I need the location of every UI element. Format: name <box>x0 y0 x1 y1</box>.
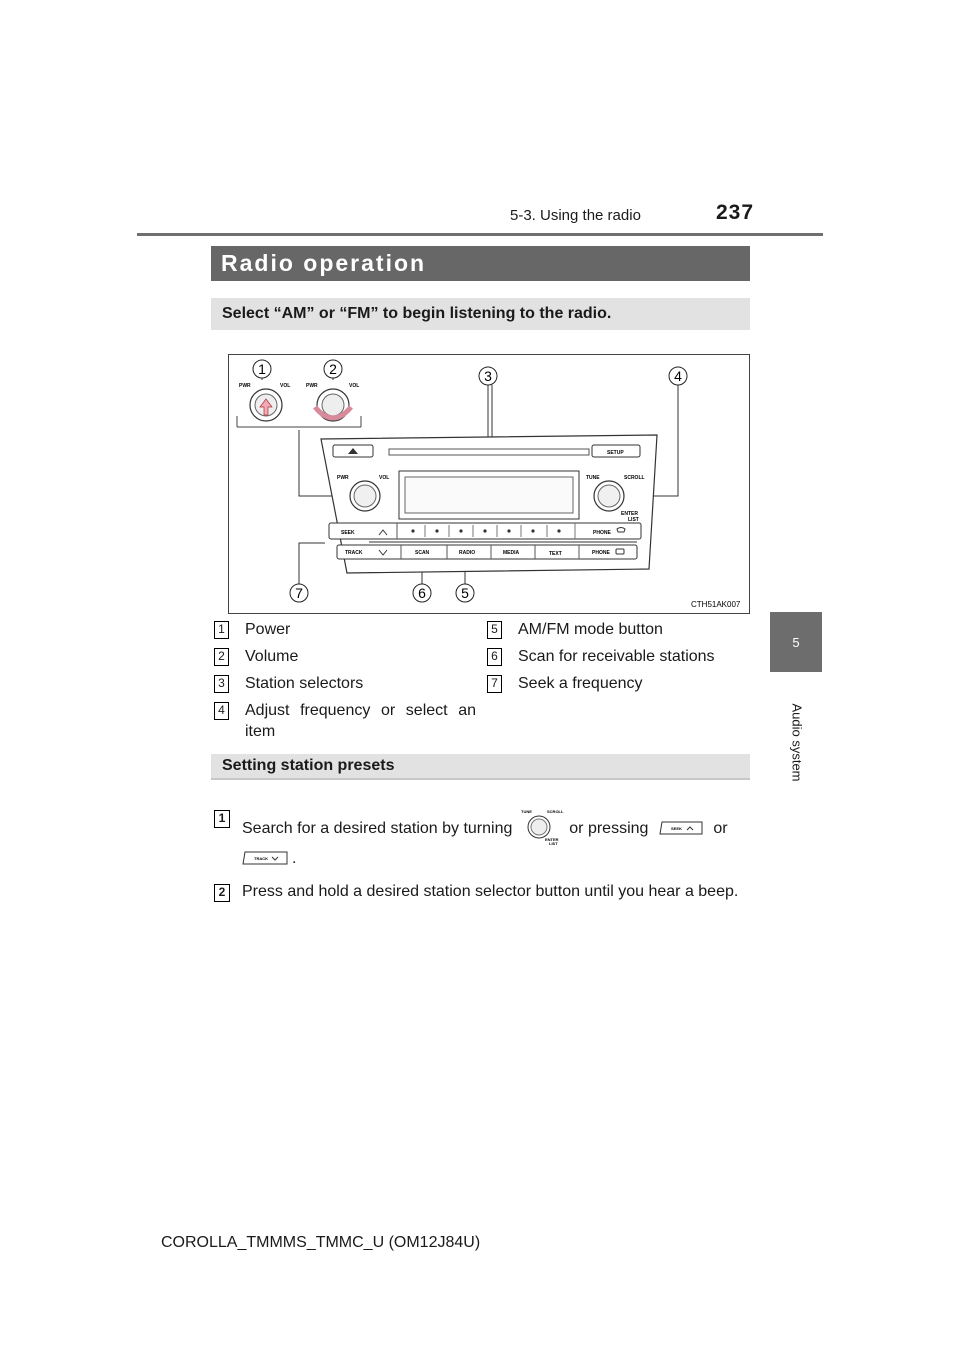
svg-text:ENTER: ENTER <box>544 837 559 842</box>
svg-text:LIST: LIST <box>548 841 558 846</box>
image-code: CTH51AK007 <box>691 600 741 609</box>
phone-label-2: PHONE <box>592 550 610 556</box>
callout-3: 3 <box>484 368 492 384</box>
callout-7: 7 <box>295 585 303 601</box>
radio-label: RADIO <box>459 550 476 556</box>
callout-2: 2 <box>329 361 337 377</box>
legend-item <box>487 646 749 667</box>
page-title-text: Radio operation <box>221 250 427 276</box>
svg-text:TUNE: TUNE <box>520 809 532 814</box>
legend-text: Seek a frequency <box>518 675 643 692</box>
step-1 <box>242 807 748 865</box>
svg-text:TRACK: TRACK <box>254 856 268 861</box>
page-title <box>211 246 750 281</box>
radio-panel <box>321 435 657 573</box>
presets-heading <box>211 754 750 780</box>
phone-label-1: PHONE <box>593 530 611 536</box>
track-label: TRACK <box>345 550 363 556</box>
legend-text: Station selectors <box>245 675 364 692</box>
list-label: LIST <box>628 517 639 523</box>
legend-item <box>214 619 476 640</box>
tune-knob-icon <box>517 807 565 847</box>
radio-diagram <box>228 354 750 614</box>
tune-label: TUNE <box>586 475 600 481</box>
legend-item <box>487 673 749 694</box>
legend-item <box>214 673 476 694</box>
legend-num: 6 <box>487 648 502 666</box>
step-number: 2 <box>214 884 230 902</box>
inset-vol-label-2: VOL <box>349 383 360 389</box>
text-label: TEXT <box>549 551 562 557</box>
legend-text: Power <box>245 621 291 638</box>
legend-num: 5 <box>487 621 502 639</box>
inset-pwr-label-1: PWR <box>239 383 251 389</box>
chapter-title: Audio system <box>789 703 805 782</box>
legend-left <box>214 619 476 742</box>
header-rule <box>137 233 823 236</box>
cd-slot <box>389 449 589 455</box>
setup-label: SETUP <box>607 450 624 456</box>
seek-button-icon <box>659 819 703 833</box>
legend-text: AM/FM mode button <box>518 621 663 638</box>
pwr-label: PWR <box>337 475 349 481</box>
inset-knobs <box>237 383 361 427</box>
step-number: 1 <box>214 810 230 828</box>
callout-1: 1 <box>258 361 266 377</box>
callout-5: 5 <box>461 585 469 601</box>
presets-heading-text: Setting station presets <box>222 757 395 774</box>
footer: COROLLA_TMMMS_TMMC_U (OM12J84U) <box>161 1234 481 1251</box>
intro-text: Select “AM” or “FM” to begin listening to the radio. <box>222 305 612 322</box>
scan-label: SCAN <box>415 550 430 556</box>
legend-num: 2 <box>214 648 229 666</box>
inset-pwr-label-2: PWR <box>306 383 318 389</box>
legend-num: 3 <box>214 675 229 693</box>
chapter-number: 5 <box>792 634 800 650</box>
callout-6: 6 <box>418 585 426 601</box>
vol-label: VOL <box>379 475 390 481</box>
section-title: 5-3. Using the radio <box>510 207 641 224</box>
scroll-label: SCROLL <box>624 475 645 481</box>
step-1-text-d: . <box>292 850 297 867</box>
legend-num: 4 <box>214 702 229 720</box>
step-1-text-b: or pressing <box>569 820 649 837</box>
step-1-text-a: Search for a desired station by turning <box>242 820 513 837</box>
legend-item <box>214 646 476 667</box>
track-button-icon <box>242 849 288 863</box>
enter-label: ENTER <box>621 511 638 517</box>
legend-num: 1 <box>214 621 229 639</box>
intro-bar <box>211 298 750 330</box>
page-number: 237 <box>716 201 755 224</box>
svg-text:SEEK: SEEK <box>670 826 682 831</box>
seek-label: SEEK <box>341 530 355 536</box>
svg-text:SCROLL: SCROLL <box>546 809 564 814</box>
chapter-tab <box>770 612 822 672</box>
step-2: Press and hold a desired station selector button until you hear a beep. <box>242 883 739 900</box>
step-1-text-c: or <box>713 820 728 837</box>
legend-text: Scan for receivable stations <box>518 648 715 665</box>
legend-item <box>487 619 749 640</box>
callout-4: 4 <box>674 368 682 384</box>
legend-item <box>214 700 476 742</box>
legend-text: Adjust frequency or select an item <box>245 702 476 740</box>
legend-text: Volume <box>245 648 299 665</box>
legend-right <box>487 619 749 694</box>
media-label: MEDIA <box>503 550 520 556</box>
legend-num: 7 <box>487 675 502 693</box>
inset-vol-label-1: VOL <box>280 383 291 389</box>
